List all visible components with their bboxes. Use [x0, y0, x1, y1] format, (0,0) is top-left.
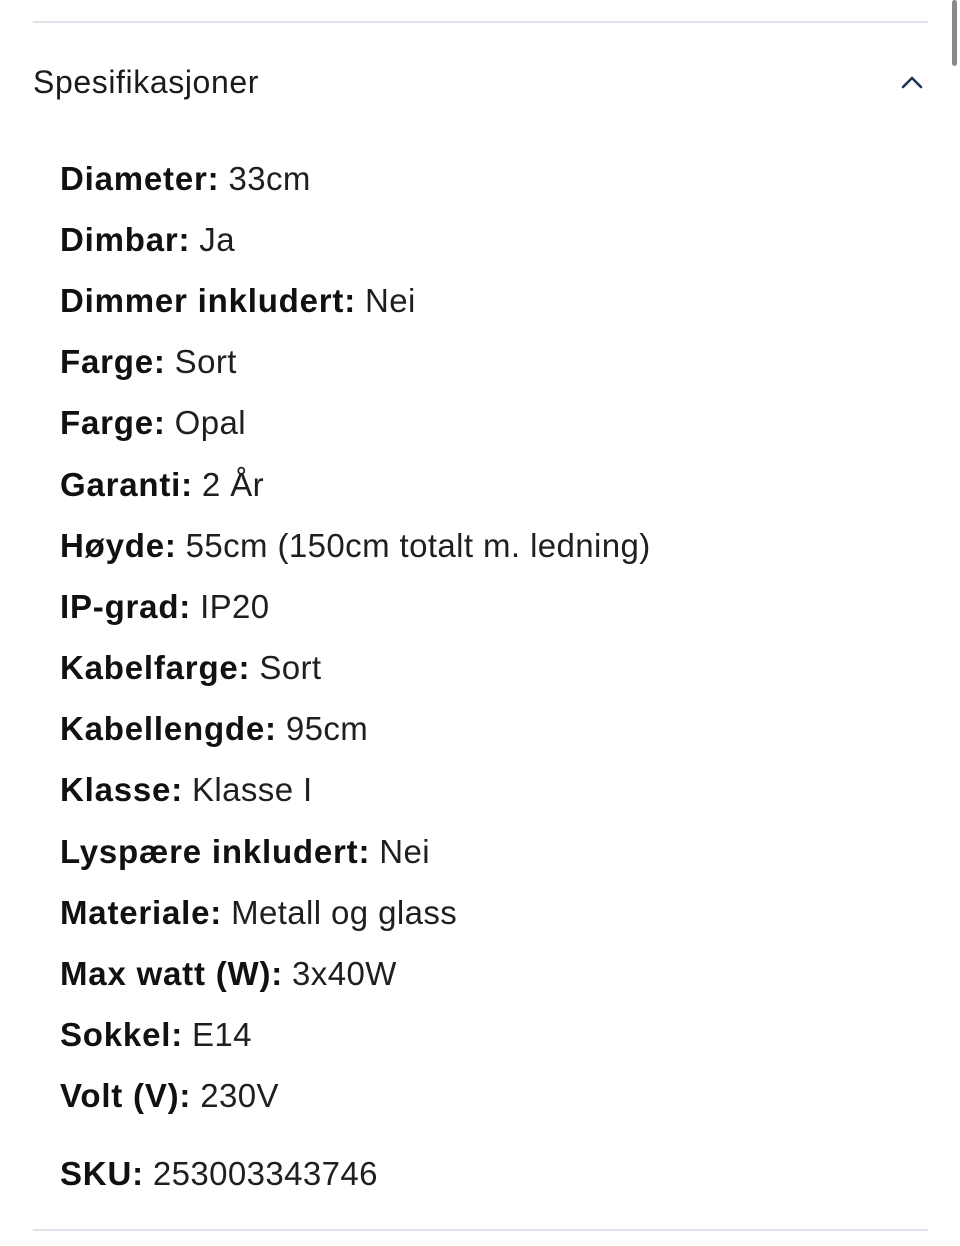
- spec-label: Volt (V):: [60, 1077, 192, 1115]
- top-divider: [33, 21, 928, 23]
- sku-label: SKU:: [60, 1155, 144, 1192]
- spec-value: Nei: [379, 832, 430, 870]
- spec-value: IP20: [200, 587, 270, 625]
- specifications-list: [60, 148, 651, 1127]
- spec-value: Opal: [174, 404, 246, 442]
- spec-row-klasse: [60, 760, 651, 821]
- scrollbar[interactable]: [952, 0, 957, 66]
- chevron-up-icon[interactable]: [898, 68, 926, 96]
- accordion-title: Spesifikasjoner: [33, 63, 259, 100]
- spec-row-dimmer-inkludert: [60, 270, 651, 331]
- spec-label: Dimmer inkludert:: [60, 281, 356, 319]
- spec-value: 2 År: [201, 465, 265, 503]
- spec-row-farge-2: [60, 393, 651, 454]
- spec-label: Høyde:: [60, 526, 177, 564]
- spec-row-materiale: [60, 882, 651, 943]
- spec-row-ip-grad: [60, 576, 651, 637]
- spec-value: 33cm: [228, 159, 311, 197]
- spec-row-volt: [60, 1066, 651, 1127]
- spec-label: Farge:: [60, 343, 166, 381]
- spec-row-hoyde: [60, 515, 651, 576]
- spec-row-lyspaere-inkludert: [60, 821, 651, 882]
- spec-value: E14: [192, 1016, 252, 1054]
- spec-label: Kabellengde:: [60, 710, 277, 748]
- spec-value: Nei: [365, 281, 416, 319]
- spec-row-max-watt: [60, 943, 651, 1004]
- spec-row-dimbar: [60, 209, 651, 270]
- spec-row-farge: [60, 332, 651, 393]
- spec-label: IP-grad:: [60, 587, 192, 625]
- spec-label: Farge:: [60, 404, 166, 442]
- spec-row-sokkel: [60, 1005, 651, 1066]
- spec-value: Metall og glass: [231, 893, 458, 931]
- bottom-divider: [33, 1229, 928, 1231]
- spec-label: Kabelfarge:: [60, 649, 251, 687]
- spec-label: Lyspære inkludert:: [60, 832, 371, 870]
- spec-row-kabellengde: [60, 699, 651, 760]
- spec-row-garanti: [60, 454, 651, 515]
- spec-row-kabelfarge: [60, 638, 651, 699]
- spec-value: 3x40W: [292, 955, 397, 993]
- spec-label: Materiale:: [60, 893, 223, 931]
- spec-label: Dimbar:: [60, 220, 191, 258]
- spec-value: 55cm (150cm totalt m. ledning): [185, 526, 651, 564]
- spec-label: Max watt (W):: [60, 955, 284, 993]
- spec-row-diameter: [60, 148, 651, 209]
- spec-value: Klasse I: [192, 771, 313, 809]
- specifications-accordion-header[interactable]: [33, 52, 928, 112]
- spec-label: Diameter:: [60, 159, 220, 197]
- spec-value: 230V: [200, 1077, 279, 1115]
- spec-label: Klasse:: [60, 771, 184, 809]
- spec-value: Sort: [174, 343, 237, 381]
- spec-label: Garanti:: [60, 465, 193, 503]
- spec-label: Sokkel:: [60, 1016, 183, 1054]
- spec-value: Ja: [199, 220, 235, 258]
- spec-value: 95cm: [285, 710, 369, 748]
- spec-value: Sort: [259, 649, 322, 687]
- sku-value: 253003343746: [152, 1155, 378, 1192]
- sku-row: [60, 1148, 378, 1200]
